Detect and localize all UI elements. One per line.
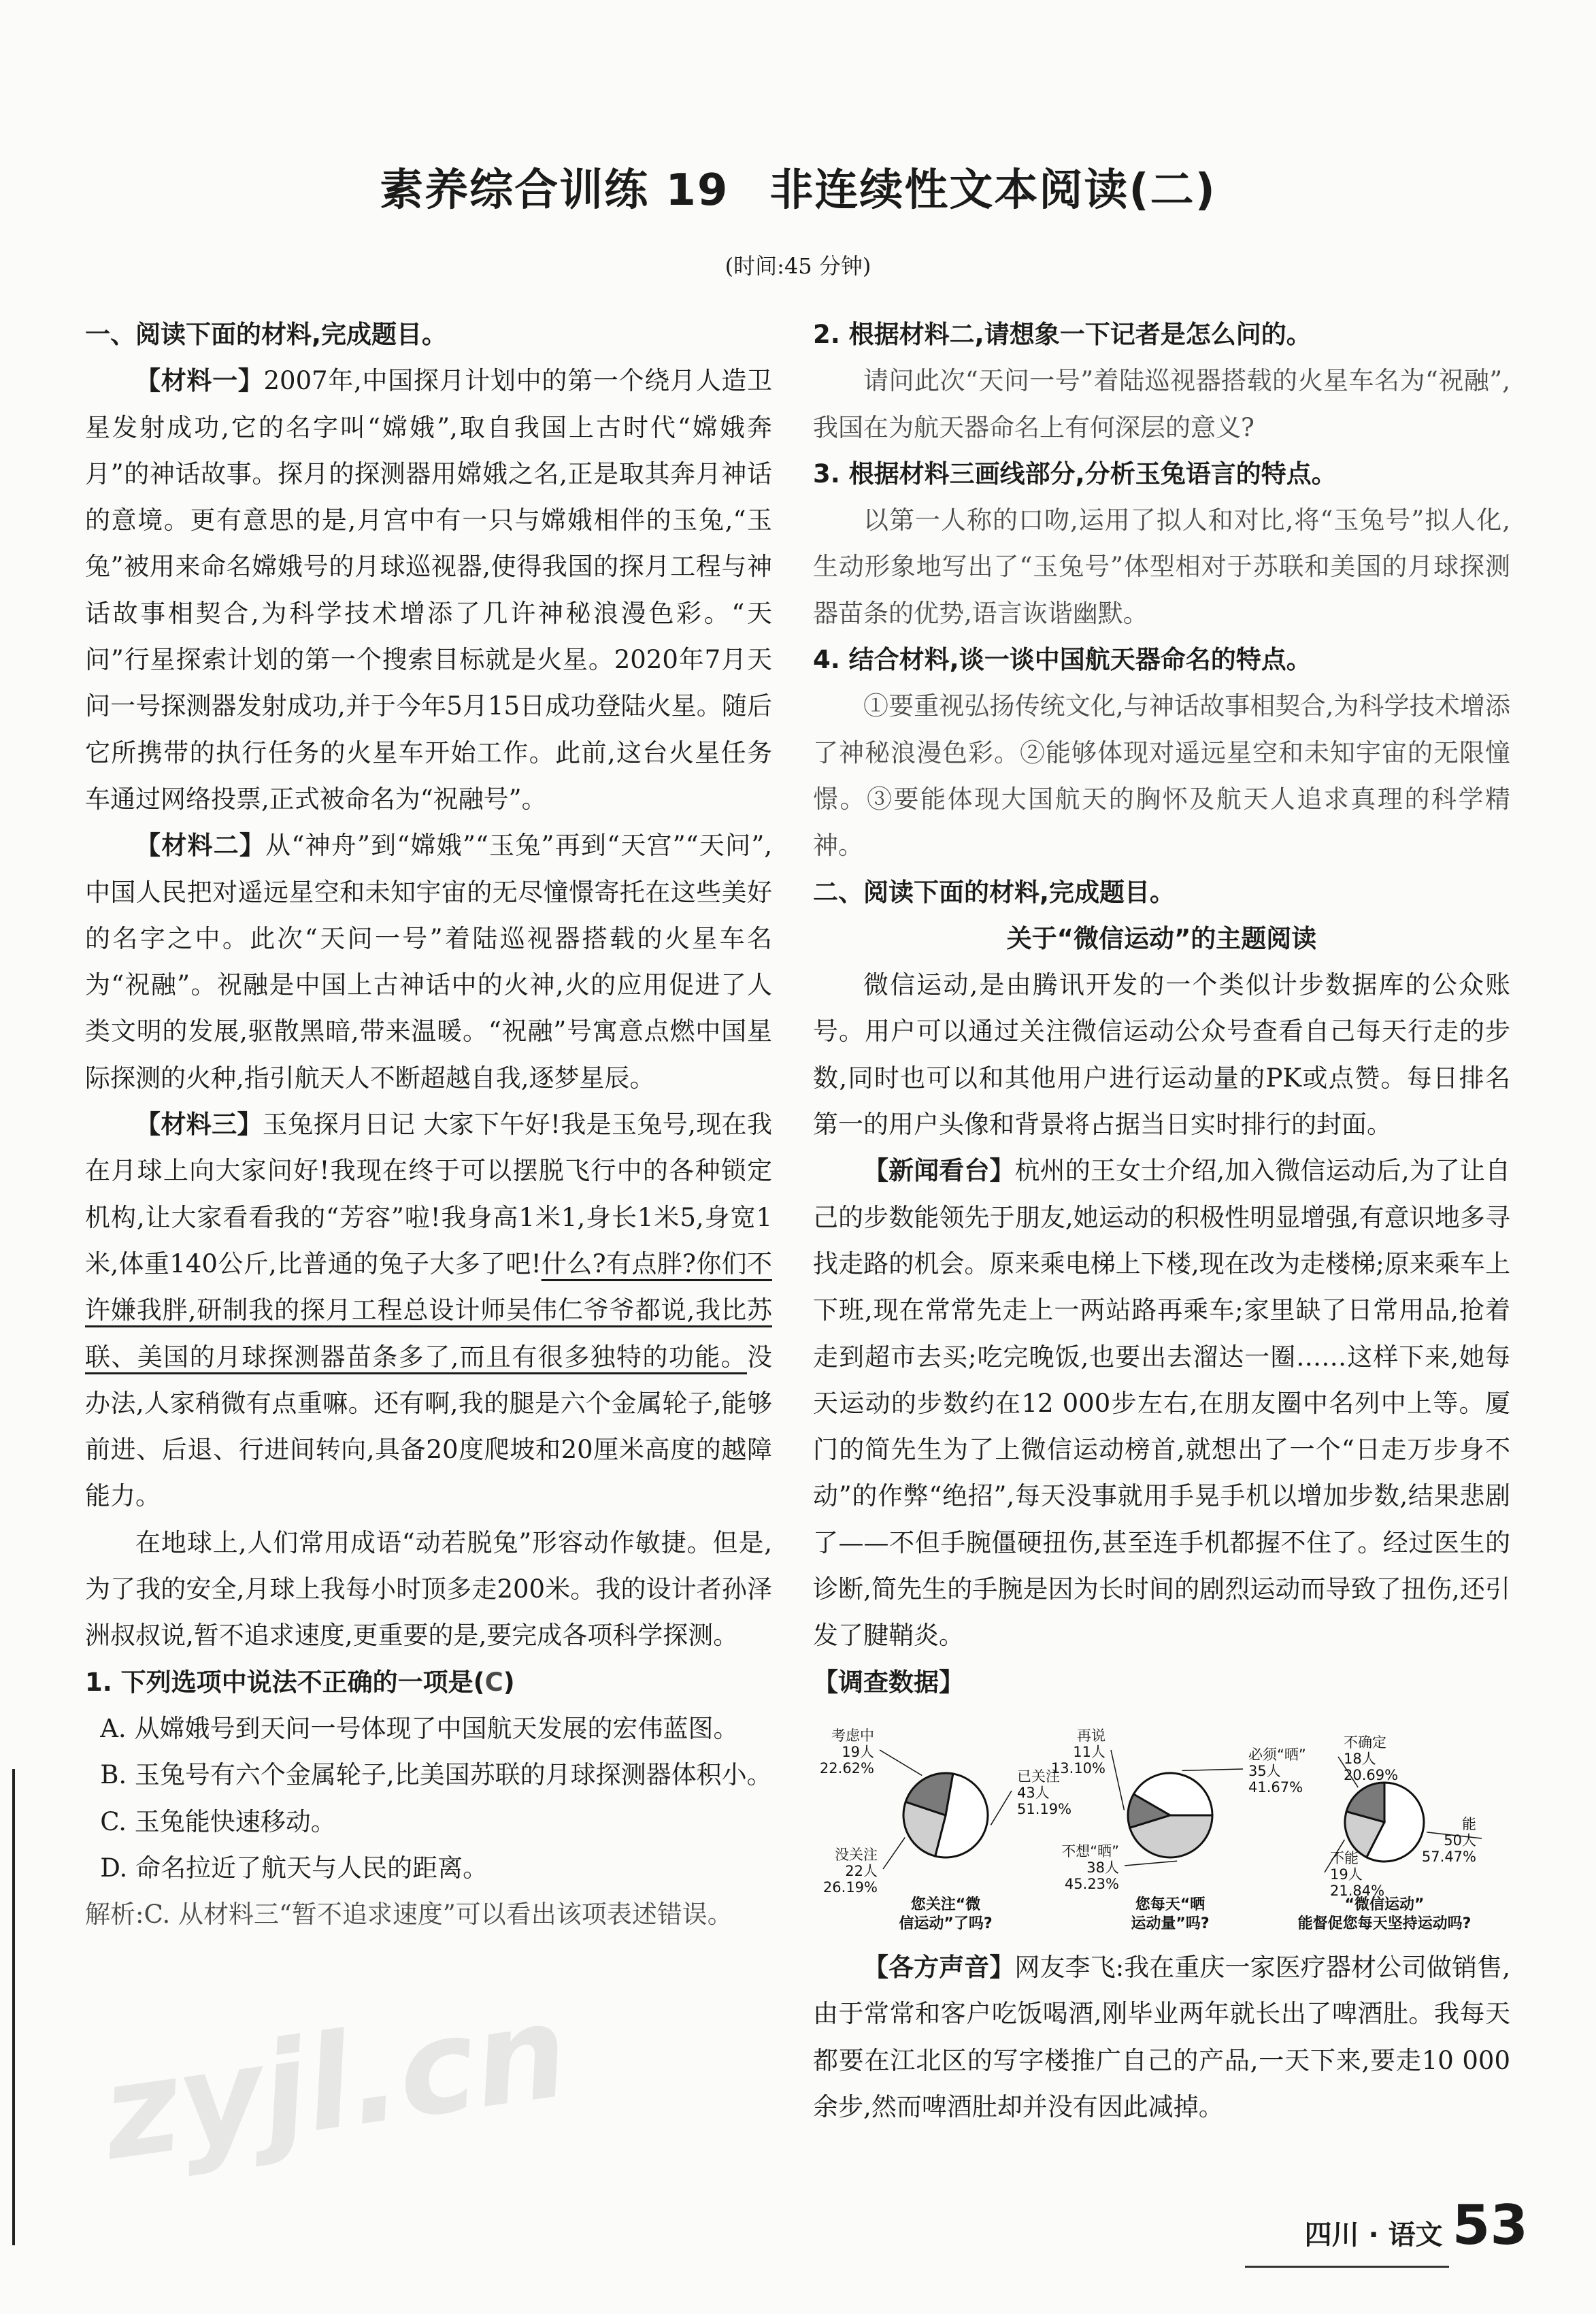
question-4-stem: 4. 结合材料,谈一谈中国航天器命名的特点。 <box>813 645 1312 675</box>
footer-region: 四川 · 语文 <box>1304 2219 1443 2251</box>
material-3 <box>85 1102 772 1520</box>
pie-1-label-1-2: 43人 <box>1017 1785 1050 1801</box>
material-3-underlined: 什么?有点胖?你们不许嫌我胖,研制我的探月工程总设计师吴伟仁爷爷都说,我比苏联、美国的月球探测器苗条多了,而且有很多独特的功能。 <box>85 1249 772 1372</box>
pie-3-label-2-3: 21.84% <box>1330 1883 1385 1899</box>
material-1-label: 【材料一】 <box>135 366 264 396</box>
pie-3-label-3-2: 18人 <box>1344 1751 1376 1767</box>
pie-1-leader-3 <box>880 1750 922 1776</box>
pie-3-label-1-3: 57.47% <box>1421 1849 1476 1865</box>
question-3-answer: 以第一人称的口吻,运用了拟人和对比,将“玉兔号”拟人化,生动形象地写出了“玉兔号”体型相对于苏联和美国的月球探测器苗条的优势,语言诙谐幽默。 <box>813 506 1510 628</box>
pie-1-label-3-1: 考虑中 <box>831 1728 874 1744</box>
right-column <box>813 312 1510 1706</box>
pie-2-label-1-2: 35人 <box>1248 1763 1281 1779</box>
pie-1-label-2-1: 没关注 <box>835 1847 878 1863</box>
pie-2-label-3-2: 11人 <box>1073 1744 1105 1760</box>
question-3-stem: 3. 根据材料三画线部分,分析玉兔语言的特点。 <box>813 459 1337 489</box>
pie-1-label-3-2: 19人 <box>842 1744 874 1760</box>
pie-3-label-2-1: 不能 <box>1330 1850 1359 1866</box>
pie-3-label-3-3: 20.69% <box>1344 1767 1399 1783</box>
pie-2-leader-3 <box>1111 1750 1124 1810</box>
pie-1-label-2-2: 22人 <box>845 1863 878 1879</box>
pie-2-leader-1 <box>1182 1769 1243 1770</box>
pie-1-label-2-3: 26.19% <box>822 1879 878 1896</box>
news-section <box>813 1148 1510 1659</box>
time-note: (时间:45 分钟) <box>725 253 871 279</box>
pie-2-label-2-1: 不想“晒” <box>1061 1843 1119 1860</box>
pie-2-label-2-2: 38人 <box>1086 1860 1119 1876</box>
pie-3-label-1-2: 50人 <box>1444 1832 1476 1849</box>
reading-title: 关于“微信运动”的主题阅读 <box>1006 923 1317 953</box>
pie-2-label-1-1: 必须“晒” <box>1248 1747 1306 1763</box>
section-1-heading: 一、阅读下面的材料,完成题目。 <box>85 320 448 349</box>
pie-1-label-1-1: 已关注 <box>1017 1768 1060 1785</box>
footer-line <box>1245 2266 1449 2268</box>
question-1 <box>85 1659 772 1706</box>
voices-label: 【各方声音】 <box>863 1953 1015 1982</box>
pie-1-title-line-2: 信运动”了吗? <box>899 1915 993 1932</box>
question-1-analysis: 解析:C. 从材料三“暂不追求速度”可以看出该项表述错误。 <box>85 1900 733 1930</box>
survey-charts-svg <box>813 1720 1510 1945</box>
pie-1-leader-2 <box>883 1838 905 1869</box>
material-2-label: 【材料二】 <box>135 831 266 861</box>
pie-2-label-3-1: 再说 <box>1077 1728 1105 1744</box>
material-2-text: 从“神舟”到“嫦娥”“玉兔”再到“天宫”“天问”,中国人民把对遥远星空和未知宇宙的无尽憧憬寄托在这些美好的名字之中。此次“天问一号”着陆巡视器搭载的火星车名为“祝融”。祝融是中国上古神话中的火神,火的应用促进了人类文明的发展,驱散黑暗,带来温暖。“祝融”号寓意点燃中国星际探测的火种,指引航天人不断超越自我,逐梦星辰。 <box>85 831 772 1093</box>
pie-2-label-2-3: 45.23% <box>1064 1876 1119 1892</box>
material-3-para-2: 在地球上,人们常用成语“动若脱兔”形容动作敏捷。但是,为了我的安全,月球上我每小时顶多走200米。我的设计者孙泽洲叔叔说,暂不追求速度,更重要的是,要完成各项科学探测。 <box>85 1527 772 1651</box>
pie-1-label-1-3: 51.19% <box>1017 1801 1072 1817</box>
wechat-intro: 微信运动,是由腾讯开发的一个类似计步数据库的公众账号。用户可以通过关注微信运动公众号查看自己每天行走的步数,同时也可以和其他用户进行运动量的PK或点赞。每日排名第一的用户头像和背景将占据当日实时排行的封面。 <box>813 970 1510 1140</box>
pie-2-leader-2 <box>1125 1861 1177 1866</box>
voices-section <box>813 1945 1510 2130</box>
title-part-2: 非连续性文本阅读(二) <box>769 165 1216 216</box>
pie-1-label-3-3: 22.62% <box>819 1760 874 1776</box>
material-2 <box>85 823 772 1102</box>
question-1-stem: 1. 下列选项中说法不正确的一项是( <box>85 1667 485 1697</box>
left-column <box>85 312 772 1938</box>
question-1-close: ) <box>503 1667 515 1697</box>
material-1-text: 2007年,中国探月计划中的第一个绕月人造卫星发射成功,它的名字叫“嫦娥”,取自我国上古时代“嫦娥奔月”的神话故事。探月的探测器用嫦娥之名,正是取其奔月神话的意境。更有意思的是,月宫中有一只与嫦娥相伴的玉兔,“玉兔”被用来命名嫦娥号的月球巡视器,使得我国的探月工程与神话故事相契合,为科学技术增添了几许神秘浪漫色彩。“天问”行星探索计划的第一个搜索目标就是火星。2020年7月天问一号探测器发射成功,并于今年5月15日成功登陆火星。随后它所携带的执行任务的火星车开始工作。此前,这台火星任务车通过网络投票,正式被命名为“祝融号”。 <box>85 366 772 814</box>
survey-label: 【调查数据】 <box>813 1667 964 1697</box>
pie-1-title-line-1: 您关注“微 <box>910 1896 981 1913</box>
survey-charts <box>813 1720 1510 1945</box>
section-2-heading: 二、阅读下面的材料,完成题目。 <box>813 877 1176 907</box>
material-3-text-b: 没办法,人家稍微有点重嘛。还有啊,我的腿是六个金属轮子,能够前进、后退、行进间转向,具备20度爬坡和20厘米高度的越障能力。 <box>85 1342 772 1511</box>
material-3-text-a: 玉兔探月日记 大家下午好!我是玉兔号,现在我在月球上向大家问好!我现在终于可以摆脱飞行中的各种锁定机构,让大家看看我的“芳容”啦!我身高1米1,身长1米5,身宽1米,体重140公斤,比普通的兔子大多了吧! <box>85 1110 773 1278</box>
watermark: zyjl.cn <box>93 1975 576 2189</box>
question-2-answer: 请问此次“天问一号”着陆巡视器搭载的火星车名为“祝融”,我国在为航天器命名上有何深层的意义? <box>813 366 1510 442</box>
question-2-stem: 2. 根据材料二,请想象一下记者是怎么问的。 <box>813 320 1312 349</box>
pie-2-title-line-2: 运动量”吗? <box>1131 1915 1210 1932</box>
page-title <box>0 155 1596 218</box>
material-3-label: 【材料三】 <box>135 1110 263 1140</box>
material-1 <box>85 358 772 823</box>
question-4-answer: ①要重视弘扬传统文化,与神话故事相契合,为科学技术增添了神秘浪漫色彩。②能够体现对遥远星空和未知宇宙的无限憧憬。③要能体现大国航天的胸怀及航天人追求真理的科学精神。 <box>813 691 1510 861</box>
margin-rule <box>12 1769 15 2245</box>
page-number: 53 <box>1452 2194 1528 2257</box>
voices-text: 网友李飞:我在重庆一家医疗器材公司做销售,由于常常和客户吃饭喝酒,刚毕业两年就长出了啤酒肚。我每天都要在江北区的写字楼推广自己的产品,一天下来,要走10 000余步,然而啤酒肚却并没有因此减掉。 <box>813 1953 1511 2121</box>
news-label: 【新闻看台】 <box>863 1156 1015 1186</box>
option-c: C. 玉兔能快速移动。 <box>100 1806 336 1836</box>
option-a: A. 从嫦娥号到天问一号体现了中国航天发展的宏伟蓝图。 <box>100 1713 739 1743</box>
pie-1-leader-1 <box>991 1791 1012 1825</box>
option-d: D. 命名拉近了航天与人民的距离。 <box>100 1853 488 1883</box>
pie-2-label-1-3: 41.67% <box>1248 1779 1303 1796</box>
pie-2-label-3-3: 13.10% <box>1050 1760 1105 1776</box>
pie-3-title-line-1: “微信运动” <box>1344 1896 1425 1913</box>
footer-brand <box>1305 2194 1528 2257</box>
question-1-answer: C <box>484 1667 503 1697</box>
pie-3-label-3-1: 不确定 <box>1344 1734 1386 1751</box>
news-text: 杭州的王女士介绍,加入微信运动后,为了让自己的步数能领先于朋友,她运动的积极性明显增强,有意识地多寻找走路的机会。原来乘电梯上下楼,现在改为走楼梯;原来乘车上下班,现在常常先走上一两站路再乘车;家里缺了日常用品,抢着走到超市去买;吃完晚饭,也要出去溜达一圈……这样下来,她每天运动的步数约在12 000步左右,在朋友圈中名列中上等。厦门的简先生为了上微信运动榜首,就想出了一个“日走万步身不动”的作弊“绝招”,每天没事就用手晃手机以增加步数,结果悲剧了——不但手腕僵硬扭伤,甚至连手机都握不住了。经过医生的诊断,简先生的手腕是因为长时间的剧烈运动而导致了扭伤,还引发了腱鞘炎。 <box>813 1156 1510 1651</box>
pie-2-title-line-1: 您每天“晒 <box>1135 1896 1206 1913</box>
pie-3-label-2-2: 19人 <box>1330 1866 1363 1883</box>
title-part-1: 素养综合训练 19 <box>380 165 729 216</box>
pie-3-label-1-1: 能 <box>1462 1816 1476 1832</box>
voices-block <box>813 1945 1510 2130</box>
option-b: B. 玉兔号有六个金属轮子,比美国苏联的月球探测器体积小。 <box>100 1760 772 1790</box>
pie-3-title-line-2: 能督促您每天坚持运动吗? <box>1297 1915 1472 1932</box>
